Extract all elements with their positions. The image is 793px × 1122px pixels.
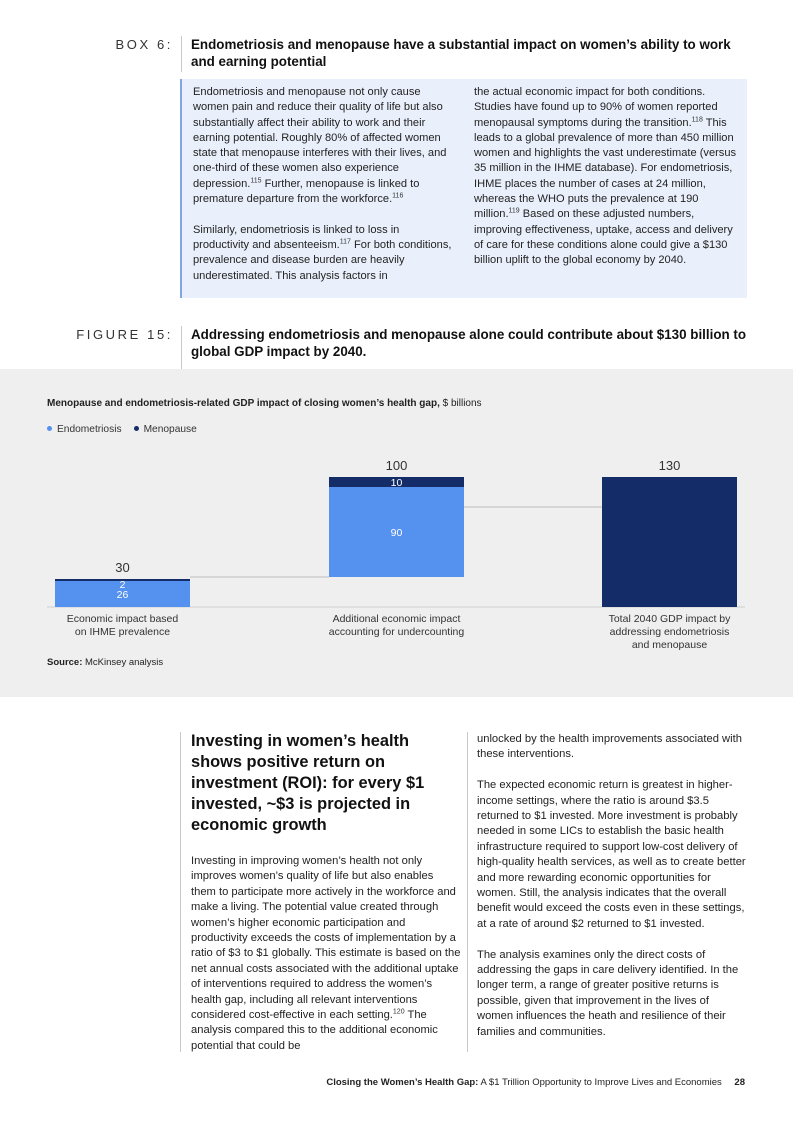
box-divider	[181, 36, 182, 72]
category-label-1-line-1: Economic impact based	[66, 613, 179, 625]
box-left-paragraph-1: Endometriosis and menopause not only cause women pain and reduce their quality of life but also substantially affect their ability to work and their earning potential. Roughly 80% of affected women state that menopause interferes with their lives, and one-third of these women also experience depression.$^{115}$ Further, menopause is linked to premature departure from the workforce.$^{116}$	[193, 86, 447, 206]
figure-divider	[181, 326, 182, 370]
box-panel	[180, 79, 747, 298]
box-title: Endometriosis and menopause have a substantial impact on women’s ability to work and earning potential	[191, 37, 731, 69]
label-total-1: 30	[115, 560, 130, 575]
chart-title: Menopause and endometriosis-related GDP impact of closing women’s health gap, $ billions	[47, 398, 482, 409]
section-divider-right	[467, 732, 468, 1052]
label-menopause-1: 2	[119, 579, 126, 591]
category-label-3-line-3: and menopause	[631, 639, 708, 651]
section-right-paragraph-2: The expected economic return is greatest in higher-income settings, where the ratio is around $3.5 returned to $1 invested. More investment is probably needed in some LICs to establish the basic health infrastructure required to support low-cost delivery of high-quality health services, as well as to create better and more rewarding economic opportunities for women. Still, the analysis indicates that the overall benefit would exceed the costs even in these settings, at a rate of around $2 returned to $1 invested.	[477, 779, 746, 930]
bar-total-3	[602, 477, 737, 607]
box-right-paragraph-1: the actual economic impact for both conditions. Studies have found up to 90% of women reported menopausal symptoms during the transition.$^{118}$ This leads to a global prevalence of more than 450 million women and highlights the vast underestimate (versus 35 million in the IHME database). For endometriosis, IHME places the number of cases at 24 million, whereas the WHO puts the prevalence at 190 million.$^{119}$ Based on these adjusted numbers, improving effectiveness, uptake, access and delivery of care for these conditions alone could give a $130 billion uplift to the global economy by 2040.	[474, 86, 737, 267]
waterfall-chart	[0, 369, 793, 669]
category-label-2-line-2: accounting for undercounting	[328, 626, 465, 638]
chart-source: Source: McKinsey analysis	[47, 657, 164, 668]
page-footer	[326, 1077, 745, 1088]
section-divider-left	[180, 732, 181, 1052]
box-label: BOX 6:	[115, 37, 173, 52]
footer-title-bold: Closing the Women’s Health Gap:	[326, 1077, 479, 1088]
figure-title: Addressing endometriosis and menopause alone could contribute about $130 billion to global GDP impact by 2040.	[191, 327, 747, 359]
figure-label: FIGURE 15:	[76, 327, 173, 342]
category-label-1-line-2: on IHME prevalence	[74, 626, 171, 638]
category-label-2-line-1: Additional economic impact	[332, 613, 461, 625]
label-total-3: 130	[658, 458, 681, 473]
section-right-column	[477, 732, 747, 1055]
section-right-paragraph-1: unlocked by the health improvements associated with these interventions.	[477, 733, 742, 761]
box-left-paragraph-2: Similarly, endometriosis is linked to loss in productivity and absenteeism.$^{117}$ For both conditions, prevalence and disease burden are heavily underestimated. This analysis factors in	[193, 223, 452, 282]
section-right-paragraph-3: The analysis examines only the direct costs of addressing the gaps in care delivery identified. In the longer term, a range of greater positive returns is possible, given that improvement in the lives of women influences the heath and resilience of their families and communities.	[477, 948, 739, 1038]
category-label-3-line-2: addressing endometriosis	[609, 626, 730, 638]
box-right-column	[474, 85, 738, 284]
label-menopause-2: 10	[390, 477, 403, 489]
section-heading: Investing in women’s health shows positive return on investment (ROI): for every $1 invested, ~$3 is projected in economic growth	[191, 732, 425, 834]
label-endometriosis-1: 26	[116, 589, 129, 601]
label-total-2: 100	[385, 458, 408, 473]
legend-item-endometriosis: Endometriosis	[47, 424, 122, 435]
page-number: 28	[734, 1077, 745, 1088]
box-left-column	[193, 85, 458, 299]
label-endometriosis-2: 90	[390, 527, 403, 539]
section-left-column	[191, 854, 461, 1070]
category-label-3-line-1: Total 2040 GDP impact by	[608, 613, 731, 625]
footer-title-rest: A $1 Trillion Opportunity to Improve Lives and Economies	[478, 1077, 722, 1088]
section-left-paragraph: Investing in improving women’s health not only improves women’s quality of life but also enables them to participate more actively in the workforce and make a living. The potential value created through women’s higher economic participation and productivity exceeds the costs of implementation by a ratio of $3 to $1 globally. This estimate is based on the net annual costs associated with the additional uptake of interventions required to address the women’s health gap, including all relevant interventions considered cost-effective in each setting.$^{120}$ The analysis compared this to the additional economic potential that could be	[191, 855, 461, 1052]
legend-item-menopause: Menopause	[134, 424, 197, 435]
